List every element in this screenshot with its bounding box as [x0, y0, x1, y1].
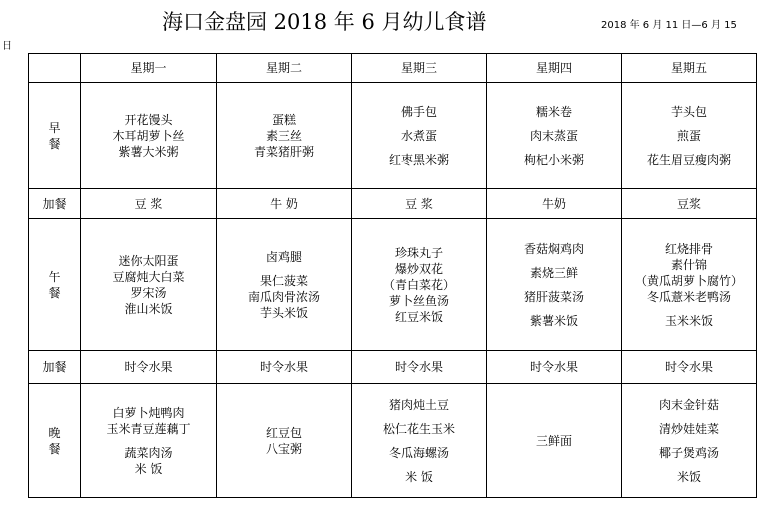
day-header-thu: 星期四	[487, 54, 622, 83]
date-range: 2018 年 6 月 11 日—6 月 15	[601, 20, 737, 31]
dish-item: 果仁菠菜	[259, 273, 308, 288]
menu-table	[28, 53, 757, 498]
dish-item: 豆 浆	[134, 196, 163, 211]
dish-item: 芋头米饭	[259, 305, 308, 320]
menu-cell-snack-afternoon-mon	[81, 351, 217, 384]
dish-item: 牛奶	[541, 196, 566, 211]
dish-item: 猪肉炖土豆	[388, 397, 449, 412]
dish-item: 素什锦	[670, 257, 707, 272]
meal-label-snack-morning	[29, 189, 81, 219]
meal-row-snack-morning	[29, 189, 757, 219]
dish-item: 佛手包	[400, 104, 437, 119]
menu-cell-dinner-mon	[81, 384, 217, 498]
dish-item: 肉末蒸蛋	[529, 128, 578, 143]
dish-item: 爆炒双花	[394, 261, 443, 276]
dish-item: 时令水果	[664, 360, 713, 374]
dish-item: 紫薯米饭	[529, 313, 578, 328]
meal-label-breakfast	[29, 83, 81, 189]
date-range-suffix: 日	[2, 41, 12, 52]
meal-label-char: 晚	[48, 425, 61, 440]
menu-cell-snack-afternoon-thu	[487, 351, 622, 384]
dish-item: 木耳胡萝卜丝	[112, 128, 185, 143]
dish-item: 红枣黑米粥	[388, 152, 449, 167]
dish-item: （黄瓜胡萝卜腐竹）	[634, 273, 743, 288]
dish-item: 萝卜丝鱼汤	[388, 293, 449, 308]
dish-item: 八宝粥	[265, 441, 302, 456]
dish-item: 煎蛋	[676, 128, 701, 143]
dish-item: 肉末金针菇	[658, 397, 719, 412]
dish-item: 红烧排骨	[664, 241, 713, 256]
day-header-fri: 星期五	[622, 54, 757, 83]
meal-label-lunch	[29, 219, 81, 351]
meal-row-breakfast	[29, 83, 757, 189]
day-header-tue: 星期二	[217, 54, 352, 83]
menu-cell-dinner-tue	[217, 384, 352, 498]
dish-item: 米 饭	[405, 469, 433, 484]
corner-cell	[29, 54, 81, 83]
menu-cell-breakfast-mon	[81, 83, 217, 189]
dish-item: 冬瓜海螺汤	[388, 445, 449, 460]
dish-item: 糯米卷	[535, 104, 572, 119]
dish-item: 素烧三鲜	[529, 265, 578, 280]
dish-item: 时令水果	[124, 360, 173, 374]
menu-cell-dinner-thu	[487, 384, 622, 498]
menu-cell-lunch-mon	[81, 219, 217, 351]
menu-cell-dinner-fri	[622, 384, 757, 498]
dish-item: 红豆米饭	[394, 309, 443, 324]
dish-item: 猪肝菠菜汤	[523, 289, 584, 304]
dish-item: 珍珠丸子	[394, 245, 443, 260]
dish-item: 红豆包	[265, 425, 302, 440]
dish-item: 花生眉豆瘦肉粥	[646, 152, 731, 167]
dish-item: 米饭	[676, 469, 701, 484]
dish-item: 青菜猪肝粥	[253, 144, 314, 159]
meal-label-char: 餐	[48, 441, 61, 456]
menu-cell-snack-afternoon-wed	[352, 351, 487, 384]
dish-item: 南瓜肉骨浓汤	[247, 289, 320, 304]
menu-cell-snack-afternoon-tue	[217, 351, 352, 384]
meal-label-char: 午	[48, 269, 61, 284]
dish-item: 玉米青豆莲藕丁	[106, 421, 191, 436]
menu-cell-snack-morning-mon	[81, 189, 217, 219]
dish-item: 紫薯大米粥	[118, 144, 179, 159]
dish-item: 冬瓜薏米老鸭汤	[646, 289, 731, 304]
menu-cell-breakfast-fri	[622, 83, 757, 189]
menu-cell-breakfast-wed	[352, 83, 487, 189]
dish-item: 淮山米饭	[124, 301, 173, 316]
dish-item: 玉米米饭	[664, 313, 713, 328]
menu-cell-lunch-fri	[622, 219, 757, 351]
meal-label-char: 早	[48, 120, 61, 135]
day-header-wed: 星期三	[352, 54, 487, 83]
meal-row-lunch	[29, 219, 757, 351]
dish-item: 三鲜面	[535, 433, 572, 448]
dish-item: 迷你太阳蛋	[118, 253, 179, 268]
dish-item: 蔬菜肉汤	[124, 445, 173, 460]
dish-item: 豆腐炖大白菜	[112, 269, 185, 284]
dish-item: 豆 浆	[405, 196, 433, 211]
dish-item: 蛋糕	[271, 112, 296, 127]
dish-item: 卤鸡腿	[265, 249, 302, 264]
menu-cell-snack-morning-wed	[352, 189, 487, 219]
dish-item: 时令水果	[529, 360, 578, 374]
menu-cell-breakfast-tue	[217, 83, 352, 189]
menu-cell-snack-afternoon-fri	[622, 351, 757, 384]
meal-row-snack-afternoon	[29, 351, 757, 384]
dish-item: 香菇焖鸡肉	[523, 241, 584, 256]
dish-item: 时令水果	[394, 360, 443, 374]
meal-label-char: 餐	[48, 136, 61, 151]
dish-item: 水煮蛋	[400, 128, 437, 143]
menu-cell-snack-morning-fri	[622, 189, 757, 219]
meal-label-char: 餐	[48, 285, 61, 300]
menu-cell-breakfast-thu	[487, 83, 622, 189]
dish-item: 松仁花生玉米	[382, 421, 455, 436]
dish-item: 时令水果	[259, 360, 308, 374]
menu-cell-lunch-tue	[217, 219, 352, 351]
meal-label-char: 加餐	[42, 196, 67, 211]
page-title: 海口金盘园 2018 年 6 月幼儿食谱	[162, 10, 487, 34]
dish-item: 米 饭	[134, 461, 163, 476]
menu-cell-lunch-thu	[487, 219, 622, 351]
dish-item: 清炒娃娃菜	[658, 421, 719, 436]
dish-item: （青白菜花）	[382, 277, 455, 292]
dish-item: 白萝卜炖鸭肉	[112, 405, 185, 420]
dish-item: 芋头包	[670, 104, 707, 119]
menu-cell-snack-morning-tue	[217, 189, 352, 219]
menu-cell-dinner-wed	[352, 384, 487, 498]
meal-row-dinner	[29, 384, 757, 498]
dish-item: 豆浆	[676, 196, 701, 211]
dish-item: 素三丝	[265, 128, 302, 143]
menu-cell-lunch-wed	[352, 219, 487, 351]
dish-item: 枸杞小米粥	[523, 152, 584, 167]
meal-label-snack-afternoon	[29, 351, 81, 384]
dish-item: 罗宋汤	[130, 285, 167, 300]
day-header-mon: 星期一	[81, 54, 217, 83]
menu-cell-snack-morning-thu	[487, 189, 622, 219]
dish-item: 牛 奶	[270, 196, 298, 211]
meal-label-char: 加餐	[42, 360, 67, 374]
day-header-row	[29, 54, 757, 83]
meal-label-dinner	[29, 384, 81, 498]
dish-item: 开花馒头	[124, 112, 173, 127]
dish-item: 椰子煲鸡汤	[658, 445, 719, 460]
